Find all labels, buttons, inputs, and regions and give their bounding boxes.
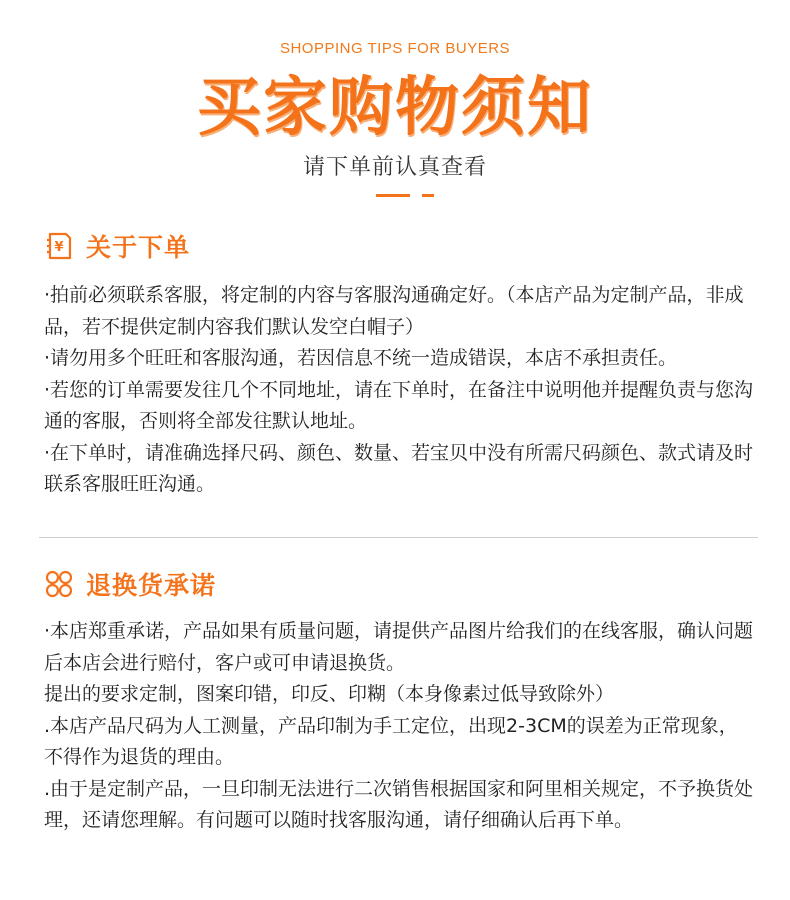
accent-bar-short bbox=[422, 194, 434, 197]
page-title: 买家购物须知 bbox=[197, 71, 593, 145]
paragraph: ·拍前必须联系客服，将定制的内容与客服沟通确定好。（本店产品为定制产品，非成品，若不提供定制内容我们默认发空白帽子） bbox=[44, 284, 744, 338]
section-order-heading bbox=[44, 228, 190, 264]
paragraph: ·若您的订单需要发往几个不同地址，请在下单时，在备注中说明他并提醒负责与您沟通的客服，否则将全部发往默认地址。 bbox=[44, 378, 754, 432]
paragraph: .由于是定制产品，一旦印制无法进行二次销售根据国家和阿里相关规定，不予换货处理，还请您理解。有问题可以随时找客服沟通，请仔细确认后再下单。 bbox=[44, 777, 754, 831]
section-return-body bbox=[44, 616, 754, 837]
paragraph: ·请勿用多个旺旺和客服沟通，若因信息不统一造成错误，本店不承担责任。 bbox=[44, 347, 678, 369]
section-return-title: 退换货承诺 bbox=[86, 571, 217, 600]
paragraph: ·本店郑重承诺，产品如果有质量问题，请提供产品图片给我们的在线客服，确认问题后本店会进行赔付，客户或可申请退换货。 bbox=[44, 620, 754, 674]
subtitle-en: SHOPPING TIPS FOR BUYERS bbox=[279, 40, 511, 57]
section-order-title: 关于下单 bbox=[86, 233, 191, 262]
subtitle-cn: 请下单前认真查看 bbox=[302, 155, 487, 180]
section-return-heading bbox=[44, 566, 216, 602]
four-circles-icon bbox=[44, 569, 74, 599]
section-divider bbox=[39, 537, 758, 538]
svg-text:¥: ¥ bbox=[54, 240, 64, 255]
accent-bar-long bbox=[376, 194, 410, 197]
paragraph: 提出的要求定制，图案印错，印反、印糊（本身像素过低导致除外） bbox=[44, 683, 615, 705]
section-order-body bbox=[44, 280, 754, 501]
paragraph: ·在下单时，请准确选择尺码、颜色、数量、若宝贝中没有所需尺码颜色、款式请及时联系客服旺旺沟通。 bbox=[44, 441, 754, 495]
paragraph: .本店产品尺码为人工测量，产品印制为手工定位，出现2-3CM的误差为正常现象，不得作为退货的理由。 bbox=[44, 714, 738, 768]
order-invoice-icon bbox=[44, 231, 74, 261]
